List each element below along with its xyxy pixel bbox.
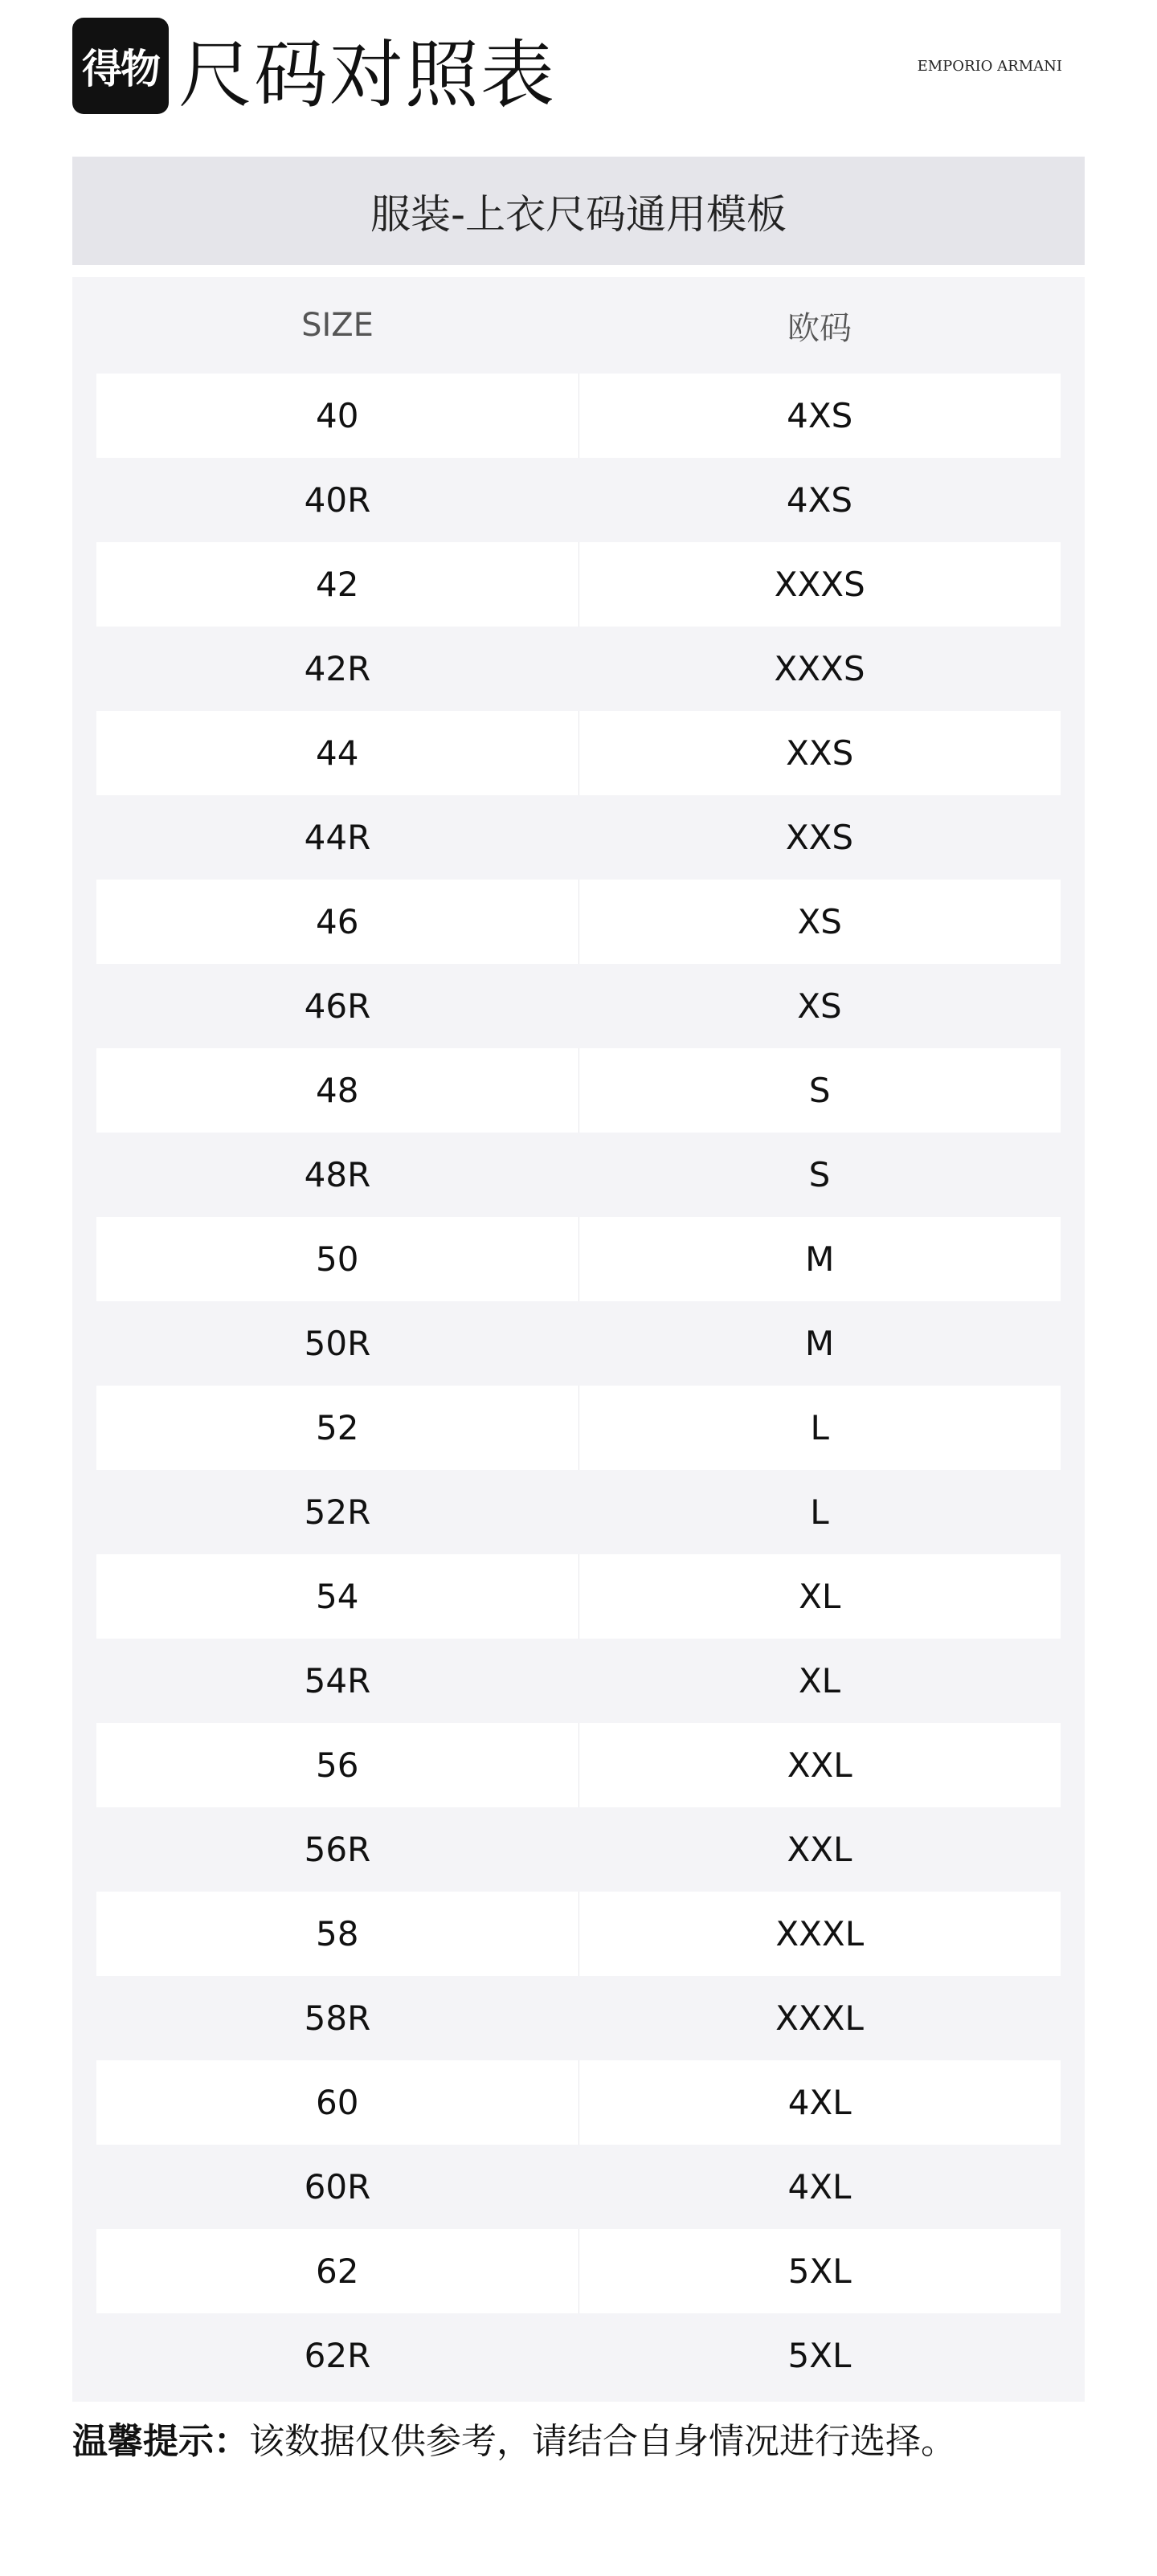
size-cell: 50 <box>96 1217 579 1301</box>
size-cell: 62 <box>96 2229 579 2313</box>
table-row <box>96 1048 1061 1133</box>
size-table <box>72 277 1085 2402</box>
size-cell: 40R <box>304 480 371 520</box>
size-cell: 60R <box>304 2167 371 2207</box>
table-row <box>96 1723 1061 1807</box>
table-rows <box>96 374 1061 2398</box>
table-row <box>96 2060 1061 2145</box>
eu-size-cell: 4XS <box>787 396 853 435</box>
eu-size-cell: XXXS <box>774 649 865 688</box>
page-header <box>0 0 1157 145</box>
eu-size-cell: 4XS <box>786 480 853 520</box>
column-header-size: SIZE <box>301 307 374 344</box>
column-header-eu: 欧码 <box>787 309 852 347</box>
size-cell: 46 <box>96 880 579 964</box>
eu-size-cell: 5XL <box>787 2336 852 2375</box>
table-row <box>96 1301 1061 1386</box>
table-row <box>96 627 1061 711</box>
size-cell: 46R <box>304 986 371 1026</box>
eu-size-cell: XS <box>797 902 842 941</box>
tip-label: 温馨提示： <box>72 2421 249 2462</box>
tip-text: 该数据仅供参考，请结合自身情况进行选择。 <box>249 2421 956 2462</box>
table-row <box>96 1639 1061 1723</box>
table-row <box>96 880 1061 964</box>
brand-logo: EMPORIO ARMANI <box>917 58 1062 75</box>
eu-size-cell: 4XL <box>787 2083 852 2122</box>
table-row <box>96 711 1061 795</box>
table-row <box>96 1554 1061 1639</box>
table-row <box>96 2145 1061 2229</box>
size-cell: 44R <box>304 818 371 857</box>
eu-size-cell: M <box>805 1239 835 1279</box>
eu-size-cell: L <box>810 1492 829 1532</box>
size-cell: 42 <box>96 542 579 627</box>
size-cell: 62R <box>304 2336 371 2375</box>
table-row <box>96 1892 1061 1976</box>
tip-note <box>72 2412 956 2464</box>
eu-size-cell: XXL <box>787 1745 852 1785</box>
size-cell: 50R <box>304 1324 371 1363</box>
size-chart-card <box>72 157 1085 2402</box>
eu-size-cell: 5XL <box>787 2251 852 2291</box>
size-cell: 56R <box>304 1830 371 1869</box>
size-cell: 58R <box>304 1998 371 2038</box>
size-cell: 54R <box>304 1661 371 1700</box>
eu-size-cell: XXXL <box>775 1914 865 1953</box>
size-cell: 44 <box>96 711 579 795</box>
table-title: 服装-上衣尺码通用模板 <box>72 157 1085 265</box>
table-row <box>96 374 1061 458</box>
eu-size-cell: L <box>810 1408 829 1447</box>
eu-size-cell: XL <box>798 1661 841 1700</box>
size-cell: 40 <box>96 374 579 458</box>
table-row <box>96 1133 1061 1217</box>
table-row <box>96 1217 1061 1301</box>
table-header-row <box>96 277 1061 374</box>
table-row <box>96 1807 1061 1892</box>
table-row <box>96 964 1061 1048</box>
size-cell: 48R <box>304 1155 371 1194</box>
size-cell: 54 <box>96 1554 579 1639</box>
size-cell: 48 <box>96 1048 579 1133</box>
page-title: 尺码对照表 <box>178 32 557 118</box>
table-row <box>96 1470 1061 1554</box>
table-row <box>96 542 1061 627</box>
table-row <box>96 2313 1061 2398</box>
eu-size-cell: S <box>808 1071 831 1110</box>
eu-size-cell: XXL <box>787 1830 852 1869</box>
size-cell: 58 <box>96 1892 579 1976</box>
app-logo: 得物 <box>72 18 169 114</box>
size-cell: 56 <box>96 1723 579 1807</box>
size-cell: 42R <box>304 649 371 688</box>
eu-size-cell: XXXL <box>775 1998 864 2038</box>
eu-size-cell: XXS <box>786 733 854 773</box>
eu-size-cell: 4XL <box>787 2167 852 2207</box>
eu-size-cell: M <box>804 1324 835 1363</box>
eu-size-cell: XXS <box>785 818 854 857</box>
size-cell: 52 <box>96 1386 579 1470</box>
eu-size-cell: XXXS <box>774 565 865 604</box>
table-row <box>96 1386 1061 1470</box>
size-cell: 52R <box>304 1492 371 1532</box>
size-cell: 60 <box>96 2060 579 2145</box>
table-row <box>96 795 1061 880</box>
eu-size-cell: XS <box>797 986 842 1026</box>
eu-size-cell: S <box>808 1155 831 1194</box>
table-row <box>96 1976 1061 2060</box>
table-row <box>96 458 1061 542</box>
eu-size-cell: XL <box>799 1577 841 1616</box>
table-row <box>96 2229 1061 2313</box>
